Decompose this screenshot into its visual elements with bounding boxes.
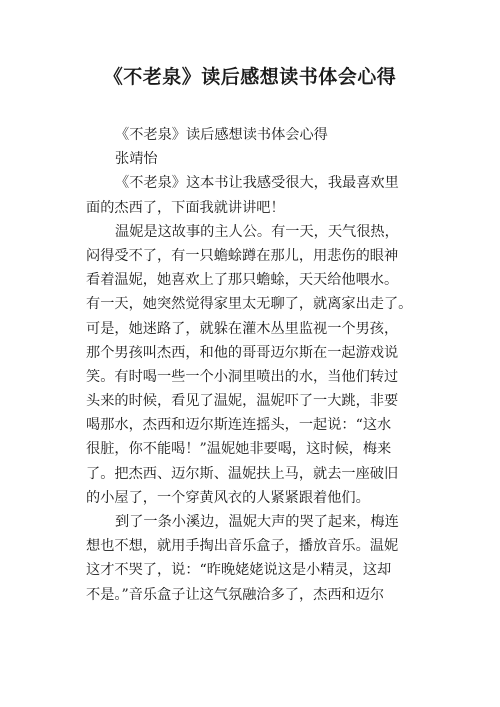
text-line: 了。把杰西、迈尔斯、温妮扶上马，就去一座破旧 — [86, 465, 399, 482]
text-line: 这才不哭了，说：“昨晚姥姥说这是小精灵，这却 — [86, 562, 392, 579]
text-line: 很脏，你不能喝！”温妮她非要喝，这时候，梅来 — [86, 441, 392, 458]
text-line: 头来的时候，看见了温妮，温妮吓了一大跳，非要 — [86, 393, 399, 410]
document-title: 《不老泉》读后感想读书体会心得 — [103, 66, 397, 88]
text-line: 想也不想，就用手掏出音乐盒子，播放音乐。温妮 — [86, 538, 399, 555]
text-line: 的小屋了，一个穿黄风衣的人紧紧跟着他们。 — [86, 489, 370, 506]
text-line: 笑。有时喝一些一个小洞里喷出的水，当他们转过 — [86, 368, 399, 385]
text-line: 闷得受不了，有一只蟾蜍蹲在那儿，用悲伤的眼神 — [86, 247, 399, 264]
text-line: 张靖怡 — [115, 151, 158, 168]
document-body — [86, 123, 426, 607]
text-line: 那个男孩叫杰西，和他的哥哥迈尔斯在一起游戏说 — [86, 344, 399, 361]
text-line: 《不老泉》读后感想读书体会心得 — [115, 127, 328, 143]
text-line: 到了一条小溪边，温妮大声的哭了起来，梅连 — [115, 514, 399, 530]
text-line: 温妮是这故事的主人公。有一天，天气很热， — [115, 223, 399, 240]
text-line: 面的杰西了，下面我就讲讲吧！ — [86, 199, 285, 216]
text-line: 可是，她迷路了，就躲在灌木丛里监视一个男孩， — [86, 320, 399, 337]
text-line: 看着温妮，她喜欢上了那只蟾蜍，天天给他喂水。 — [86, 272, 399, 289]
text-line: 喝那水，杰西和迈尔斯连连摇头，一起说：“这水 — [86, 417, 392, 434]
text-line: 有一天，她突然觉得家里太无聊了，就离家出走了。 — [86, 296, 413, 313]
text-line: 不是。”音乐盒子让这气氛融洽多了，杰西和迈尔 — [86, 586, 385, 603]
text-line: 《不老泉》这本书让我感受很大，我最喜欢里 — [115, 175, 399, 192]
